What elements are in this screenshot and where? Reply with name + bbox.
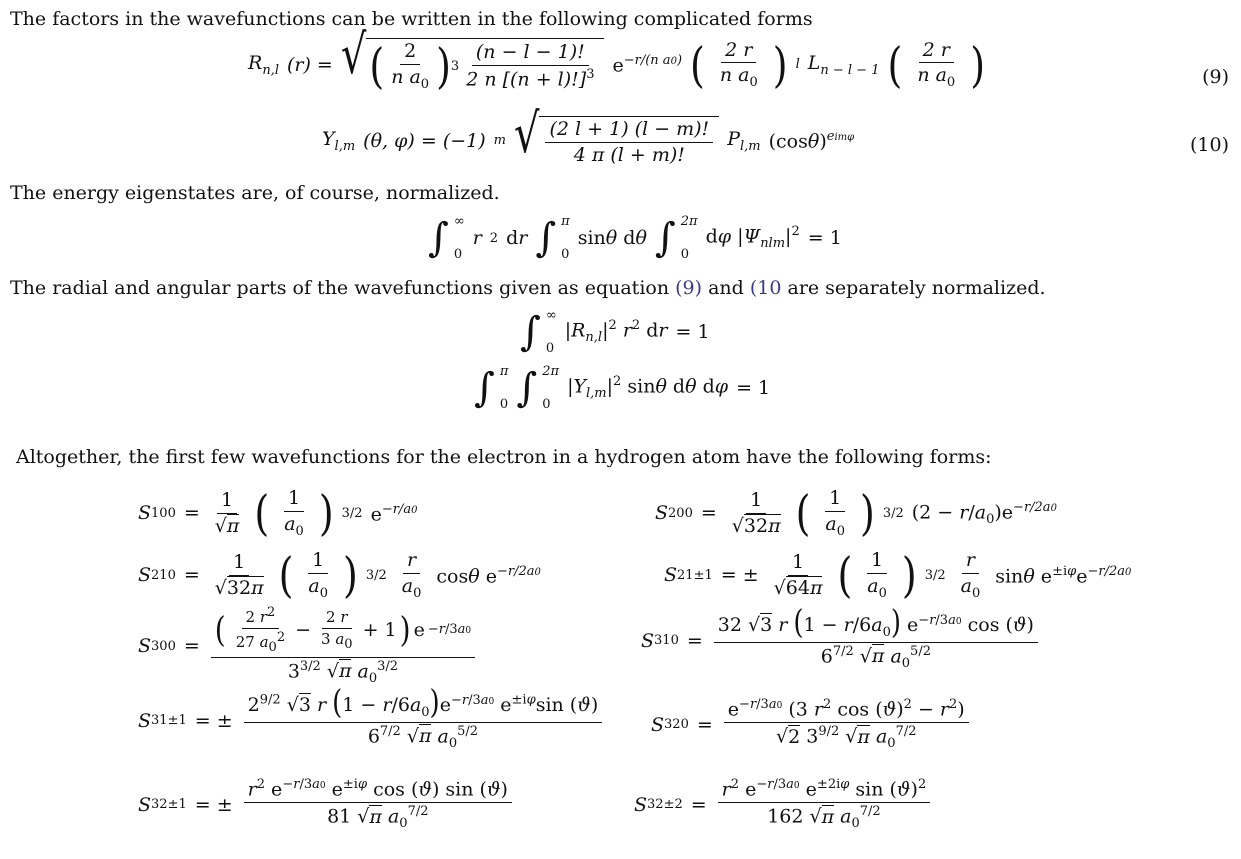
p3-text-after: are separately normalized. [781, 277, 1046, 299]
p3-text-mid: and [702, 277, 750, 299]
wavefunction-S32pm2: S 32±2 = $\frac{r^2 e^{-r/3a0} e^{\pm 2i\varphi} \sin (ϑ)^2}{162 √\pi a_0^{7/2}}$ [634, 778, 933, 832]
wf-name: S [138, 564, 152, 587]
equation-total-normalization: ∫ ∞ 0 r 2 dr ∫ π 0 sinθ dθ ∫ 2π 0 dφ $|\Psi_{nlm}|^2$ = 1 [428, 214, 842, 262]
wavefunction-S21pm1: S 21±1 = ± $\frac{1}{√64\pi}$ ( $\frac{1}{a_0}$ ) 3/2 $\frac{r}{a_0}$ sinθ $e^{\pm i\varphi}e^{-r/2a0}$ [664, 547, 1132, 603]
harmonic-exp: m [493, 133, 506, 149]
wf-name: S [138, 709, 152, 732]
wf-name: S [138, 502, 152, 525]
angular-normalization-rhs: = 1 [736, 377, 771, 399]
wf-name: S [634, 793, 648, 816]
wf-sub: 100 [151, 505, 176, 521]
wavefunction-S32pm1: S 32±1 = ± $\frac{r^2 e^{-r/3a0} e^{\pm i\varphi} \cos (ϑ) \sin (ϑ)}{81 √\pi a_0^{7/2}}$ [138, 778, 515, 832]
equation-radial-function: $R_{n,l}$ (r) = √ ( $\frac{2}{n a_0}$ ) 3 $\frac{(n - l - 1)!}{2 n [(n + l)!]^3}$ $e^{-r/(n a0)}$ ( $\frac{2 r}{n a_0}$ ) l $L_{n - l - 1}$ ( $\frac{2 r}{n a_0}$ ) [248, 24, 986, 94]
wf-name: S [138, 793, 152, 816]
wf-name: S [138, 635, 152, 658]
wf-name: S [664, 564, 678, 587]
radial-arg: (r) = [286, 53, 333, 76]
separately-normalized-paragraph [10, 277, 1046, 299]
normalized-paragraph: The energy eigenstates are, of course, normalized. [10, 182, 500, 204]
equation-link-10[interactable]: (10 [749, 277, 782, 299]
harmonic-sub: l,m [334, 138, 356, 154]
radial-normalization-rhs: = 1 [675, 321, 710, 343]
equation-angular-normalization: ∫ π 0 ∫ 2π 0 $|Y_{l,m}|^2$ sinθ dθ dφ = 1 [474, 364, 771, 412]
wavefunction-S300: S 300 = ( $\frac{2 r2}{27 a02}$ − $\frac{2 r}{3 a0}$ + 1 ) e −r/3a0 $3^{3/2}$ √π $a_0^{3/2}$ [138, 606, 478, 686]
wf-sub: 21±1 [677, 567, 713, 583]
wavefunction-S310: S 310 = $\frac{32 √3 r (1 - r/6a_0) e^{-r/3a0} \cos (ϑ)}{6^{7/2} √\pi a_0^{5/2}}$ [641, 610, 1041, 672]
harmonic-arg: (θ, φ) = (−1) [363, 129, 486, 152]
wf-sub: 32±2 [647, 797, 683, 813]
intro-paragraph: The factors in the wavefunctions can be written in the following complicated forms [10, 8, 813, 30]
wf-name: S [655, 502, 669, 525]
harmonic-lhs: Y [322, 127, 335, 150]
equation-radial-normalization: ∫ ∞ 0 $|R_{n,l}|^2$ $r^2$ dr = 1 [520, 308, 710, 356]
wavefunction-S320: S 320 = $\frac{e^{-r/3a0} (3 r^2 \cos (ϑ)^2 - r^2)}{√2 3^{9/2} √\pi a_0^{7/2}}$ [651, 698, 972, 752]
wf-name: S [641, 629, 655, 652]
p3-text-before: The radial and angular parts of the wavefunctions given as equation [10, 277, 676, 299]
total-normalization-rhs: = 1 [807, 227, 842, 249]
wavefunction-S210: S 210 = $\frac{1}{√32\pi}$ ( $\frac{1}{a_0}$ ) 3/2 $\frac{r}{a_0}$ cosθ $e^{-r/2a0}$ [138, 547, 541, 603]
wf-sub: 300 [151, 638, 176, 654]
wavefunction-S200: S 200 = $\frac{1}{√32\pi}$ ( $\frac{1}{a_0}$ ) 3/2 $(2 - r/a_0)e^{-r/2a0}$ [655, 485, 1057, 541]
radial-lhs: $R_{n,l}$ [248, 52, 279, 78]
radial-sqrt: √ ( $\frac{2}{n a_0}$ ) 3 $\frac{(n - l - 1)!}{2 n [(n + l)!]^3}$ [341, 38, 605, 92]
wf-name: S [651, 713, 665, 736]
wf-sub: 31±1 [151, 713, 187, 729]
wf-sub: 320 [664, 717, 689, 733]
wf-sub: 32±1 [151, 797, 187, 813]
equation-link-9[interactable]: (9) [675, 277, 703, 299]
wavefunction-S100: S 100 = $\frac{1}{√\pi}$ ( $\frac{1}{a_0}$ ) 3/2 $e^{-r/a0}$ [138, 485, 418, 541]
wavefunction-S31pm1: S 31±1 = ± $\frac{2^{9/2} √3 r (1 - r/6a_0)e^{-r/3a0} e^{\pm i\varphi}\sin (ϑ)}{6^{7/2} √\pi a_0^{5/2}}$ [138, 690, 605, 752]
wf-sub: 310 [654, 633, 679, 649]
wavefunctions-paragraph: Altogether, the first few wavefunctions for the electron in a hydrogen atom have the following forms: [16, 446, 992, 468]
wf-sub: 200 [668, 505, 693, 521]
equation-tag-9: (9) [1202, 66, 1229, 88]
equation-spherical-harmonic: $Y_{l,m}$ (θ, φ) = (−1) m √ $\frac{(2 l + 1) (l - m)!}{4 \pi (l + m)!}$ $P_{l,m}$ $(\cos\theta)^{eim\varphi}$ [322, 103, 855, 166]
equation-tag-10: (10) [1189, 134, 1229, 156]
wf-sub: 210 [151, 567, 176, 583]
